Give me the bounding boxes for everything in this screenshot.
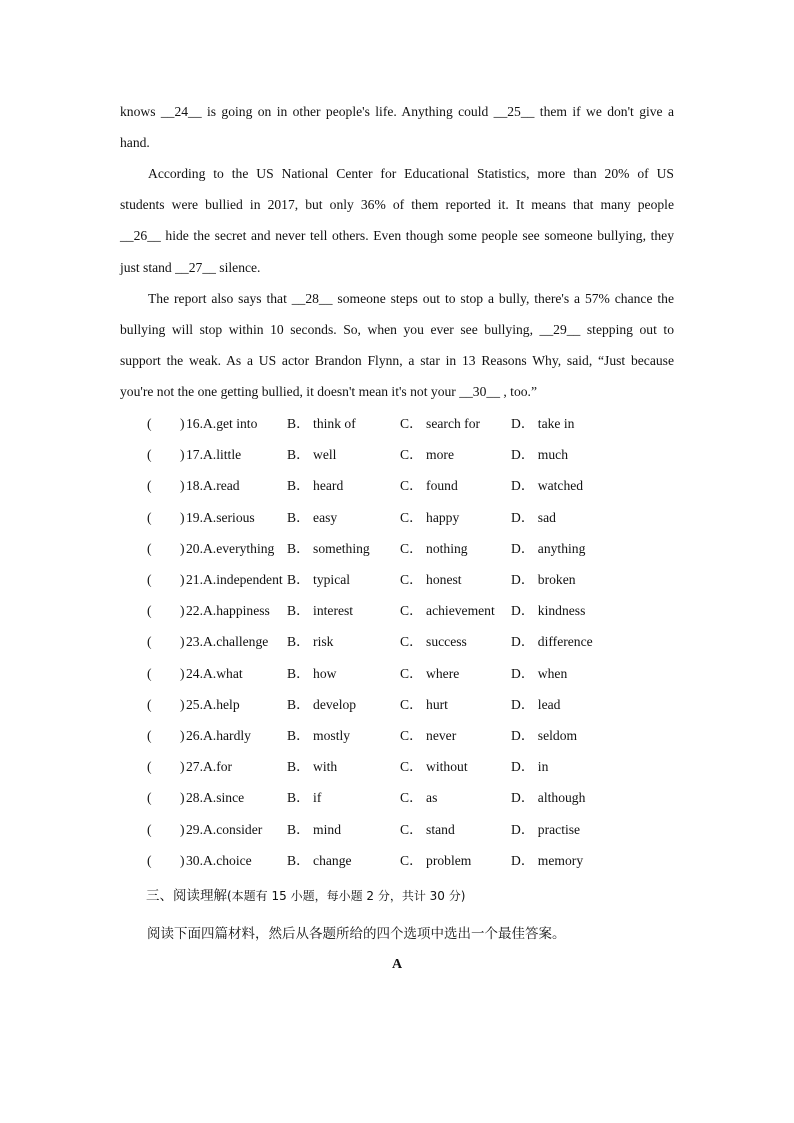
option-a: 24.A.what <box>186 665 243 681</box>
question-row <box>0 757 794 777</box>
passage-line-6: just stand __27__ silence. <box>120 260 261 275</box>
option-b: B． if <box>287 790 322 806</box>
question-row <box>0 632 794 652</box>
passage-line-3: According to the US National Center for Educational Statistics, more than 20% of US <box>148 166 674 181</box>
question-row <box>0 570 794 590</box>
question-row <box>0 508 794 528</box>
option-d: D． although <box>511 790 586 806</box>
answer-paren-open: ( <box>147 509 152 525</box>
option-d: D． memory <box>511 852 584 868</box>
answer-paren-close: ) <box>180 852 185 868</box>
option-c: C． as <box>400 790 438 806</box>
passage-line-4: students were bullied in 2017, but only 36% of them reported it. It means that many people <box>120 197 674 212</box>
option-d: D． in <box>511 759 549 775</box>
answer-paren-open: ( <box>147 790 152 806</box>
answer-paren-open: ( <box>147 852 152 868</box>
question-row <box>0 414 794 434</box>
question-row <box>0 445 794 465</box>
option-c: C． success <box>400 634 467 650</box>
answer-paren-open: ( <box>147 665 152 681</box>
answer-paren-open: ( <box>147 696 152 712</box>
question-row <box>0 664 794 684</box>
option-a: 19.A.serious <box>186 509 255 525</box>
option-d: D． when <box>511 665 568 681</box>
answer-paren-open: ( <box>147 416 152 431</box>
option-c: C． more <box>400 447 454 463</box>
question-row <box>0 726 794 746</box>
option-a: 21.A.independent <box>186 572 283 587</box>
answer-paren-close: ) <box>180 634 185 650</box>
answer-paren-close: ) <box>180 416 185 431</box>
answer-paren-close: ) <box>180 572 185 587</box>
answer-paren-open: ( <box>147 447 152 463</box>
option-d: D． lead <box>511 696 561 712</box>
question-row <box>0 851 794 871</box>
option-a: 16.A.get into <box>186 416 258 431</box>
answer-paren-close: ) <box>180 790 185 806</box>
option-b: B． typical <box>287 572 351 587</box>
option-b: B． develop <box>287 696 357 712</box>
option-b: B． change <box>287 852 352 868</box>
answer-paren-close: ) <box>180 728 185 743</box>
option-a: 22.A.happiness <box>186 603 270 619</box>
section-note: (本题有 15 小题，每小题 2 分，共计 30 分) <box>227 889 466 903</box>
option-c: C． honest <box>400 572 462 587</box>
option-b: B． easy <box>287 509 338 525</box>
answer-paren-open: ( <box>147 728 152 743</box>
option-a: 27.A.for <box>186 759 233 775</box>
answer-paren-open: ( <box>147 821 152 837</box>
option-c: C． without <box>400 759 468 775</box>
option-c: C． search for <box>400 416 481 431</box>
option-b: B． how <box>287 665 337 681</box>
passage-line-7: The report also says that __28__ someone steps out to stop a bully, there's a 57% chance the <box>148 291 674 306</box>
option-a: 28.A.since <box>186 790 245 806</box>
option-a: 23.A.challenge <box>186 634 269 650</box>
passage-line-2: hand. <box>120 135 150 150</box>
option-d: D． watched <box>511 478 584 494</box>
option-d: D． kindness <box>511 603 586 619</box>
question-row <box>0 539 794 559</box>
answer-paren-open: ( <box>147 478 152 494</box>
passage-line-9: support the weak. As a US actor Brandon Flynn, a star in 13 Reasons Why, said, “Just because <box>120 353 674 368</box>
option-a: 29.A.consider <box>186 821 263 837</box>
option-b: B． well <box>287 447 337 463</box>
option-d: D． difference <box>511 634 593 650</box>
option-b: B． with <box>287 759 338 775</box>
option-c: C． stand <box>400 821 455 837</box>
option-b: B． think of <box>287 416 356 431</box>
answer-paren-open: ( <box>147 634 152 650</box>
option-a: 20.A.everything <box>186 540 275 556</box>
option-b: B． heard <box>287 478 344 494</box>
option-b: B． something <box>287 540 370 556</box>
passage-line-5: __26__ hide the secret and never tell others. Even though some people see someone bullying, they <box>120 228 674 243</box>
answer-paren-open: ( <box>147 540 152 556</box>
option-a: 30.A.choice <box>186 852 252 868</box>
answer-paren-open: ( <box>147 759 152 775</box>
option-c: C． nothing <box>400 540 468 556</box>
answer-paren-close: ) <box>180 759 185 775</box>
option-c: C． achievement <box>400 603 495 619</box>
answer-paren-close: ) <box>180 478 185 494</box>
answer-paren-close: ) <box>180 603 185 619</box>
option-c: C． found <box>400 478 458 494</box>
answer-paren-close: ) <box>180 821 185 837</box>
option-d: D． broken <box>511 572 576 587</box>
section-title: 三、阅读理解 <box>146 888 227 904</box>
answer-paren-close: ) <box>180 447 185 463</box>
option-d: D． anything <box>511 540 586 556</box>
option-c: C． hurt <box>400 696 448 712</box>
part-label: A <box>391 957 403 972</box>
passage-line-10: you're not the one getting bullied, it doesn't mean it's not your __30__ , too.” <box>120 384 537 399</box>
option-b: B． mind <box>287 821 342 837</box>
answer-paren-open: ( <box>147 572 152 587</box>
option-a: 25.A.help <box>186 696 240 712</box>
option-b: B． risk <box>287 634 334 650</box>
option-a: 18.A.read <box>186 478 240 494</box>
answer-paren-close: ) <box>180 665 185 681</box>
option-c: C． happy <box>400 509 460 525</box>
question-row <box>0 695 794 715</box>
option-d: D． sad <box>511 509 556 525</box>
question-row <box>0 476 794 496</box>
question-row <box>0 601 794 621</box>
option-b: B． interest <box>287 603 354 619</box>
option-d: D． practise <box>511 821 581 837</box>
option-c: C． where <box>400 665 460 681</box>
answer-paren-close: ) <box>180 509 185 525</box>
option-d: D． seldom <box>511 728 578 743</box>
answer-paren-open: ( <box>147 603 152 619</box>
option-d: D． much <box>511 447 569 463</box>
passage-line-8: bullying will stop within 10 seconds. So, when you ever see bullying, __29__ stepping out to <box>120 322 674 337</box>
option-c: C． problem <box>400 852 472 868</box>
option-a: 17.A.little <box>186 447 242 463</box>
section-instruction: 阅读下面四篇材料，然后从各题所给的四个选项中选出一个最佳答案。 <box>147 926 566 942</box>
option-d: D． take in <box>511 416 575 431</box>
answer-paren-close: ) <box>180 696 185 712</box>
option-c: C． never <box>400 728 457 743</box>
section-heading <box>146 886 465 906</box>
option-a: 26.A.hardly <box>186 728 251 743</box>
question-row <box>0 788 794 808</box>
option-b: B． mostly <box>287 728 351 743</box>
answer-paren-close: ) <box>180 540 185 556</box>
question-row <box>0 820 794 840</box>
passage-line-1: knows __24__ is going on in other people's life. Anything could __25__ them if we don't give a <box>120 104 674 119</box>
